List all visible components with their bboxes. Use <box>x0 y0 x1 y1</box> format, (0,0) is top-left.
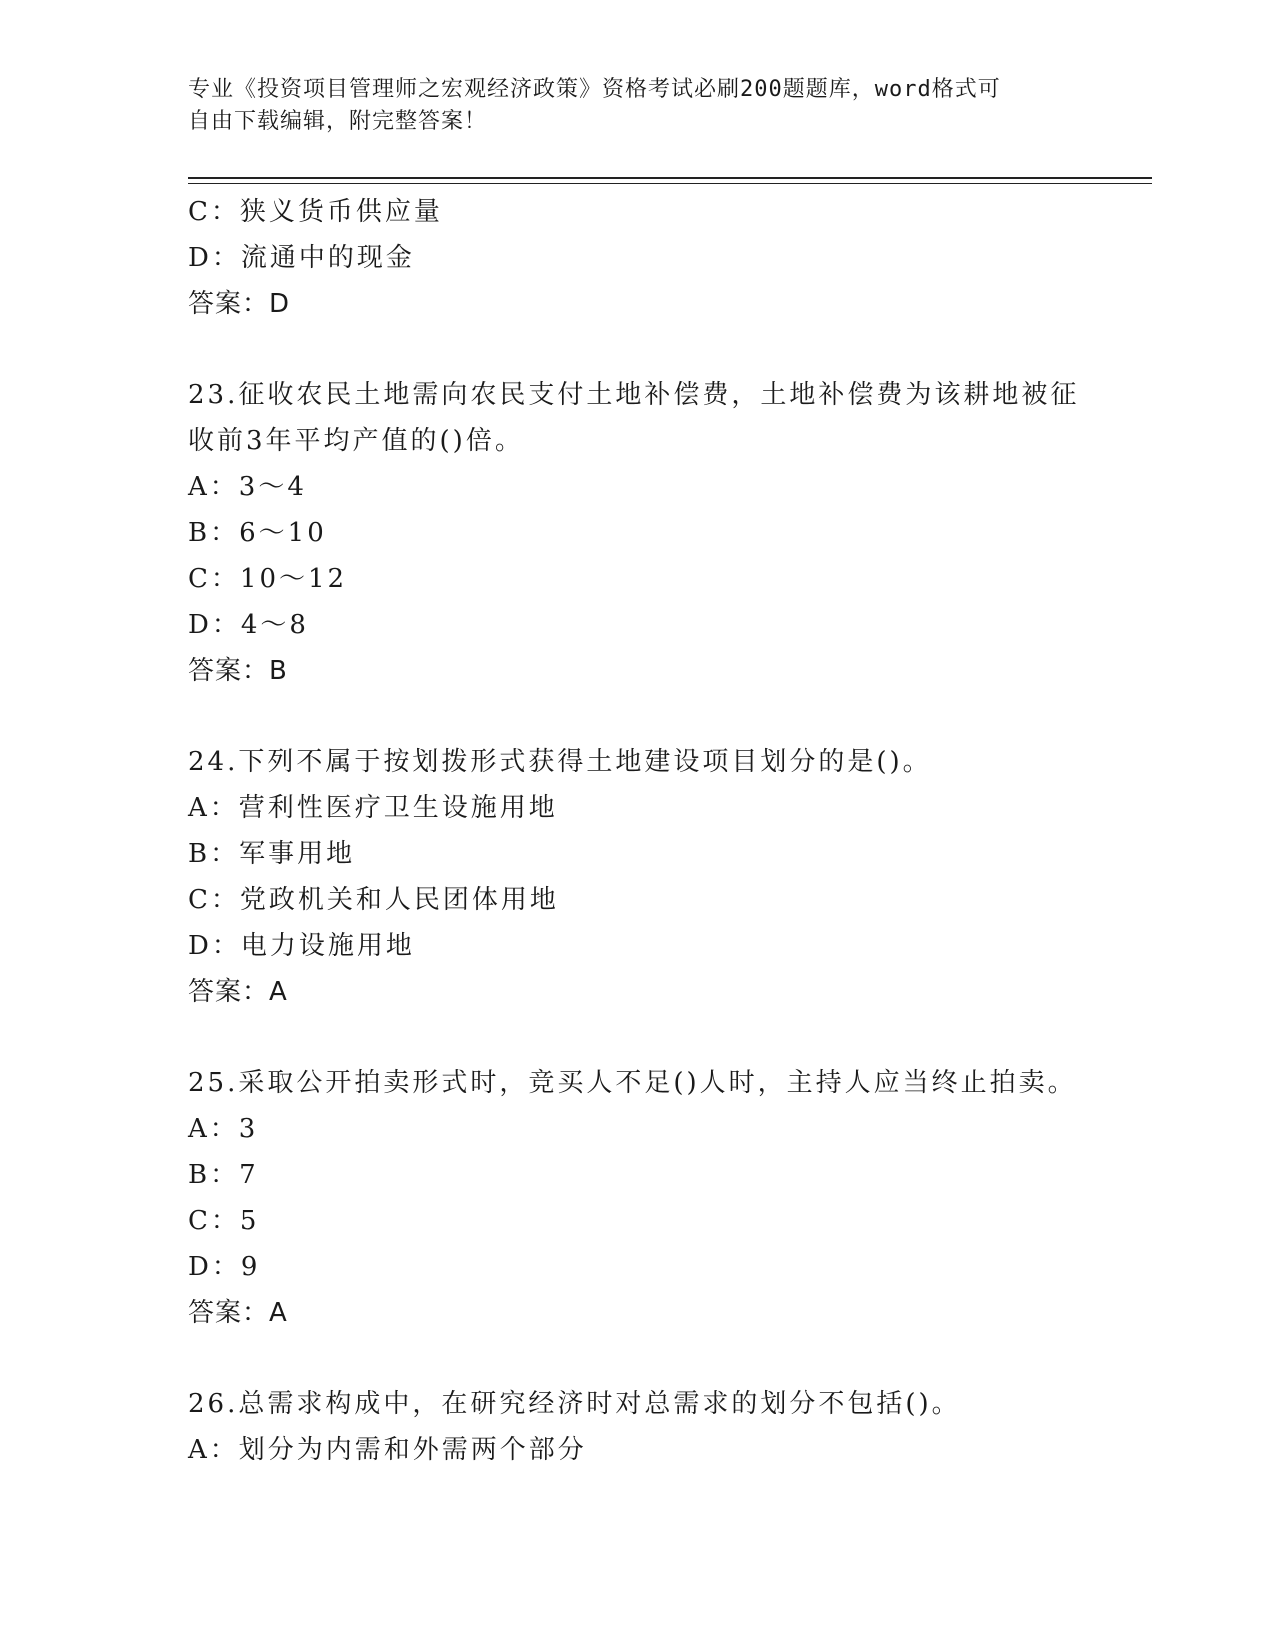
header-rule-thick <box>188 177 1152 179</box>
option-d <box>188 923 1088 969</box>
header-rule-thin <box>188 183 1152 184</box>
option-label: D： <box>188 610 241 640</box>
option-label: D： <box>188 931 241 961</box>
answer-line: 答案：B <box>188 656 288 686</box>
option-a <box>188 785 1088 831</box>
question-stem: 23.征收农民土地需向农民支付土地补偿费，土地补偿费为该耕地被征 <box>188 380 1080 410</box>
spacer <box>188 1015 1088 1060</box>
option-label: D： <box>188 243 241 273</box>
option-text: 7 <box>239 1160 259 1190</box>
option-label: C： <box>188 1206 240 1236</box>
option-label: C： <box>188 197 240 227</box>
option-c <box>188 877 1088 923</box>
option-a <box>188 1427 1088 1473</box>
option-d <box>188 602 1088 648</box>
option-text: 6～10 <box>239 518 327 548</box>
option-c <box>188 189 1088 235</box>
question-stem: 24.下列不属于按划拨形式获得土地建设项目划分的是()。 <box>188 747 932 777</box>
document-header <box>188 74 1068 138</box>
option-text: 4～8 <box>240 610 309 640</box>
option-text: 划分为内需和外需两个部分 <box>238 1435 587 1465</box>
question-stem: 25.采取公开拍卖形式时，竞买人不足()人时，主持人应当终止拍卖。 <box>188 1068 1077 1098</box>
answer-line: 答案：A <box>188 977 288 1007</box>
option-text: 10～12 <box>239 564 348 594</box>
option-label: B： <box>188 518 240 548</box>
question-stem-continued: 收前3年平均产值的()倍。 <box>188 426 524 456</box>
header-line-1: 专业《投资项目管理师之宏观经济政策》资格考试必刷200题题库，word格式可 <box>188 77 1001 102</box>
spacer <box>188 694 1088 739</box>
option-label: A： <box>188 1435 239 1465</box>
spacer <box>188 1336 1088 1381</box>
option-c <box>188 1198 1088 1244</box>
option-text: 狭义货币供应量 <box>239 197 443 227</box>
option-text: 党政机关和人民团体用地 <box>239 885 559 915</box>
option-label: C： <box>188 885 240 915</box>
option-b <box>188 510 1088 556</box>
option-label: B： <box>188 1160 240 1190</box>
option-text: 9 <box>240 1252 261 1282</box>
option-text: 军事用地 <box>239 839 356 869</box>
answer-line: 答案：D <box>188 289 291 319</box>
option-label: A： <box>188 1114 239 1144</box>
option-d <box>188 235 1088 281</box>
header-line-2: 自由下载编辑，附完整答案！ <box>188 109 488 134</box>
option-label: D： <box>188 1252 241 1282</box>
question-content <box>188 189 1088 1473</box>
option-d <box>188 1244 1088 1290</box>
option-text: 电力设施用地 <box>240 931 415 961</box>
option-label: B： <box>188 839 240 869</box>
option-text: 营利性医疗卫生设施用地 <box>238 793 558 823</box>
spacer <box>188 327 1088 372</box>
option-b <box>188 831 1088 877</box>
option-b <box>188 1152 1088 1198</box>
option-label: A： <box>188 793 239 823</box>
option-label: C： <box>188 564 240 594</box>
question-stem: 26.总需求构成中，在研究经济时对总需求的划分不包括()。 <box>188 1389 961 1419</box>
option-text: 3 <box>238 1114 259 1144</box>
option-text: 3～4 <box>238 472 307 502</box>
option-label: A： <box>188 472 239 502</box>
answer-line: 答案：A <box>188 1298 288 1328</box>
option-text: 流通中的现金 <box>240 243 415 273</box>
option-text: 5 <box>239 1206 260 1236</box>
option-a <box>188 464 1088 510</box>
option-c <box>188 556 1088 602</box>
option-a <box>188 1106 1088 1152</box>
